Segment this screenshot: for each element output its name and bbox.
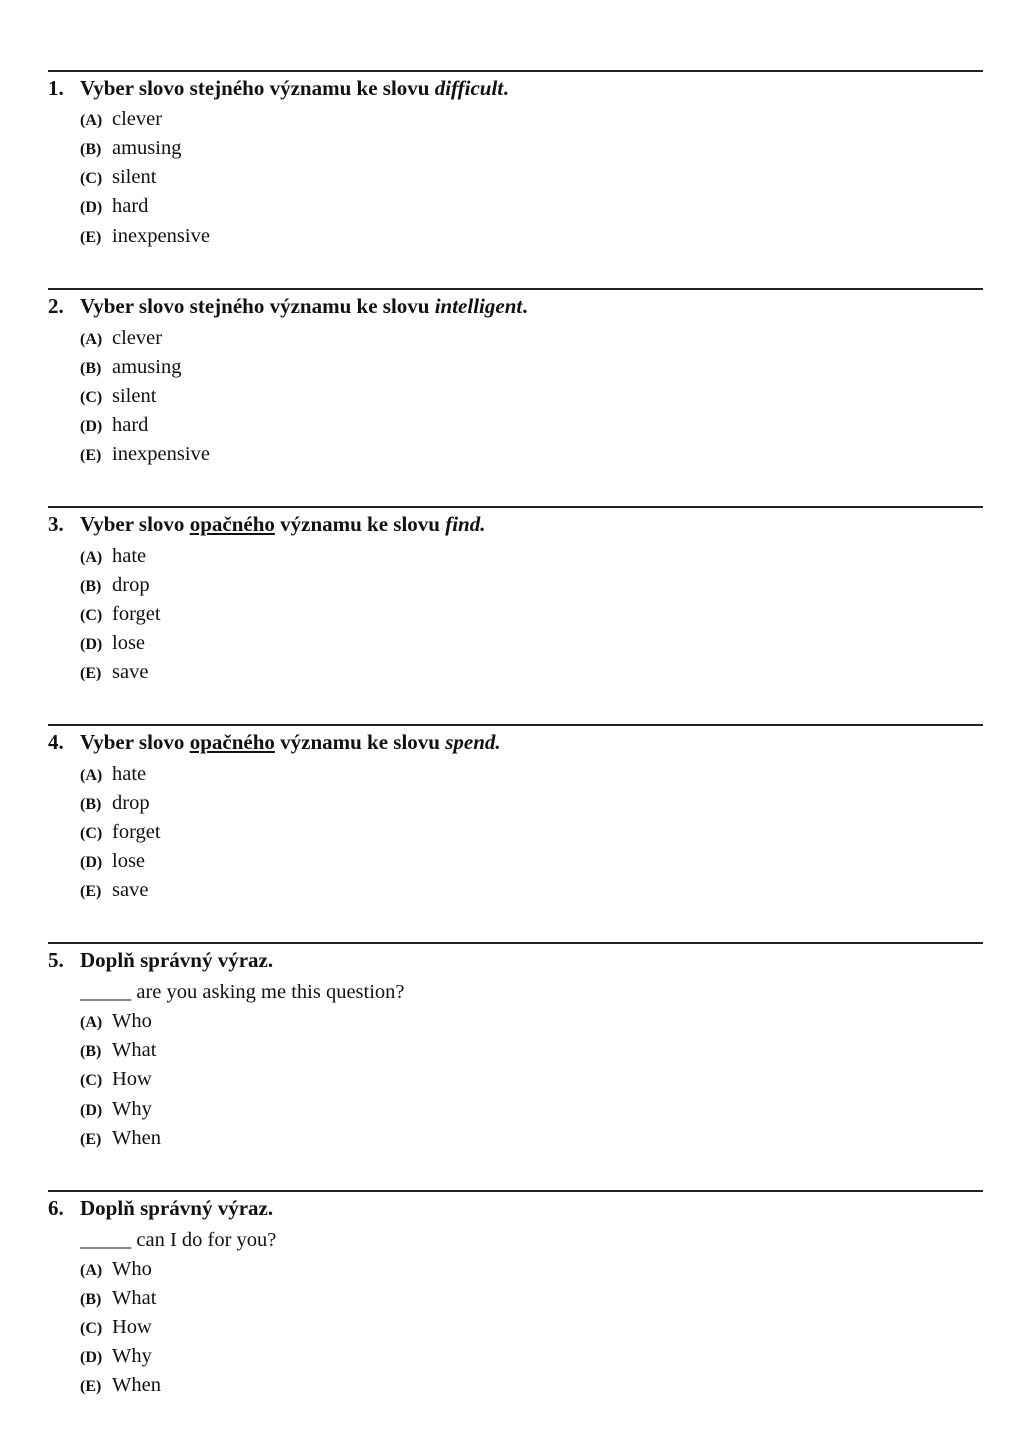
answer-option[interactable] — [80, 659, 148, 687]
question-text: Vyber slovo stejného významu ke slovu — [80, 294, 430, 318]
answer-option[interactable] — [80, 223, 210, 251]
question-number: 4. — [48, 730, 64, 754]
question-text: Doplň správný výraz. — [80, 1196, 274, 1220]
option-text: Who — [112, 1258, 152, 1280]
option-text: clever — [112, 327, 163, 349]
option-text: How — [112, 1068, 152, 1090]
option-text: When — [112, 1127, 161, 1149]
answer-option[interactable] — [80, 441, 210, 469]
answer-option[interactable] — [80, 1285, 156, 1313]
answer-option[interactable] — [80, 601, 161, 629]
option-text: forget — [112, 603, 161, 625]
option-text: clever — [112, 108, 163, 130]
option-letter: (A) — [80, 331, 103, 348]
answer-option[interactable] — [80, 354, 181, 382]
answer-option[interactable] — [80, 135, 181, 163]
question-title — [48, 728, 501, 756]
option-text: Who — [112, 1010, 152, 1032]
option-text: lose — [112, 850, 146, 872]
option-letter: (A) — [80, 767, 103, 784]
option-letter: (B) — [80, 141, 102, 158]
option-letter: (D) — [80, 199, 103, 216]
option-letter: (B) — [80, 1043, 102, 1060]
option-letter: (E) — [80, 229, 102, 246]
option-letter: (E) — [80, 1378, 102, 1395]
option-text: Why — [112, 1345, 152, 1367]
answer-option[interactable] — [80, 877, 148, 905]
question-number: 5. — [48, 948, 64, 972]
option-letter: (A) — [80, 112, 103, 129]
question-keyword: intelligent — [434, 294, 523, 318]
question-text-after: významu ke slovu — [280, 512, 440, 536]
answer-option[interactable] — [80, 543, 146, 571]
option-letter: (C) — [80, 389, 103, 406]
answer-option[interactable] — [80, 1096, 152, 1124]
question-title — [48, 74, 508, 102]
fill-in-prompt: _____ can I do for you? — [80, 1229, 277, 1251]
option-text: drop — [112, 574, 150, 596]
question-text-after: významu ke slovu — [280, 730, 440, 754]
answer-option[interactable] — [80, 325, 162, 353]
answer-option[interactable] — [80, 848, 145, 876]
question-text: Vyber slovo — [80, 512, 185, 536]
question-underlined-word: opačného — [189, 730, 275, 754]
question-divider — [48, 288, 983, 290]
option-text: amusing — [112, 356, 182, 378]
option-text: When — [112, 1374, 161, 1396]
fill-in-prompt: _____ are you asking me this question? — [80, 981, 405, 1003]
answer-option[interactable] — [80, 630, 145, 658]
option-text: save — [112, 661, 149, 683]
answer-option[interactable] — [80, 1008, 152, 1036]
option-text: drop — [112, 792, 150, 814]
option-text: hard — [112, 195, 149, 217]
option-letter: (B) — [80, 360, 102, 377]
question-keyword: find. — [445, 512, 486, 536]
question-number: 2. — [48, 294, 64, 318]
option-letter: (D) — [80, 1102, 103, 1119]
option-letter: (B) — [80, 1291, 102, 1308]
answer-option[interactable] — [80, 1125, 161, 1153]
option-text: hate — [112, 545, 147, 567]
option-text: silent — [112, 385, 157, 407]
question-title — [48, 510, 486, 538]
option-text: amusing — [112, 137, 182, 159]
option-text: How — [112, 1316, 152, 1338]
option-text: inexpensive — [112, 225, 210, 247]
answer-option[interactable] — [80, 193, 148, 221]
question-text: Vyber slovo stejného významu ke slovu — [80, 76, 430, 100]
question-keyword: difficult — [434, 76, 504, 100]
option-text: inexpensive — [112, 443, 210, 465]
option-letter: (D) — [80, 418, 103, 435]
option-letter: (B) — [80, 578, 102, 595]
answer-option[interactable] — [80, 761, 146, 789]
option-text: save — [112, 879, 149, 901]
answer-option[interactable] — [80, 1066, 152, 1094]
option-text: hate — [112, 763, 147, 785]
question-title — [48, 1194, 273, 1222]
option-letter: (A) — [80, 1014, 103, 1031]
option-letter: (E) — [80, 665, 102, 682]
option-text: hard — [112, 414, 149, 436]
answer-option[interactable] — [80, 1314, 152, 1342]
option-text: silent — [112, 166, 157, 188]
answer-option[interactable] — [80, 819, 161, 847]
answer-option[interactable] — [80, 106, 162, 134]
answer-option[interactable] — [80, 383, 156, 411]
option-letter: (D) — [80, 854, 103, 871]
option-letter: (D) — [80, 1349, 103, 1366]
question-divider — [48, 70, 983, 72]
question-number: 1. — [48, 76, 64, 100]
option-text: lose — [112, 632, 146, 654]
question-title — [48, 292, 527, 320]
question-title — [48, 946, 273, 974]
question-number: 3. — [48, 512, 64, 536]
option-letter: (E) — [80, 1131, 102, 1148]
option-letter: (C) — [80, 1072, 103, 1089]
option-letter: (C) — [80, 825, 103, 842]
answer-option[interactable] — [80, 412, 148, 440]
answer-option[interactable] — [80, 572, 150, 600]
answer-option[interactable] — [80, 1372, 161, 1400]
question-divider — [48, 724, 983, 726]
question-number: 6. — [48, 1196, 64, 1220]
option-text: Why — [112, 1098, 152, 1120]
option-letter: (E) — [80, 883, 102, 900]
answer-option[interactable] — [80, 164, 156, 192]
question-underlined-word: opačného — [189, 512, 275, 536]
question-divider — [48, 942, 983, 944]
question-keyword: spend. — [445, 730, 501, 754]
answer-option[interactable] — [80, 1037, 156, 1065]
option-text: What — [112, 1287, 157, 1309]
option-letter: (A) — [80, 1262, 103, 1279]
question-divider — [48, 506, 983, 508]
question-text: Vyber slovo — [80, 730, 185, 754]
answer-option[interactable] — [80, 790, 150, 818]
option-letter: (B) — [80, 796, 102, 813]
option-text: forget — [112, 821, 161, 843]
answer-option[interactable] — [80, 1256, 152, 1284]
question-end: . — [503, 76, 509, 100]
option-letter: (C) — [80, 607, 103, 624]
option-letter: (C) — [80, 170, 103, 187]
question-text: Doplň správný výraz. — [80, 948, 274, 972]
option-letter: (C) — [80, 1320, 103, 1337]
answer-option[interactable] — [80, 1343, 152, 1371]
question-end: . — [522, 294, 528, 318]
question-divider — [48, 1190, 983, 1192]
option-letter: (A) — [80, 549, 103, 566]
option-text: What — [112, 1039, 157, 1061]
option-letter: (E) — [80, 447, 102, 464]
option-letter: (D) — [80, 636, 103, 653]
